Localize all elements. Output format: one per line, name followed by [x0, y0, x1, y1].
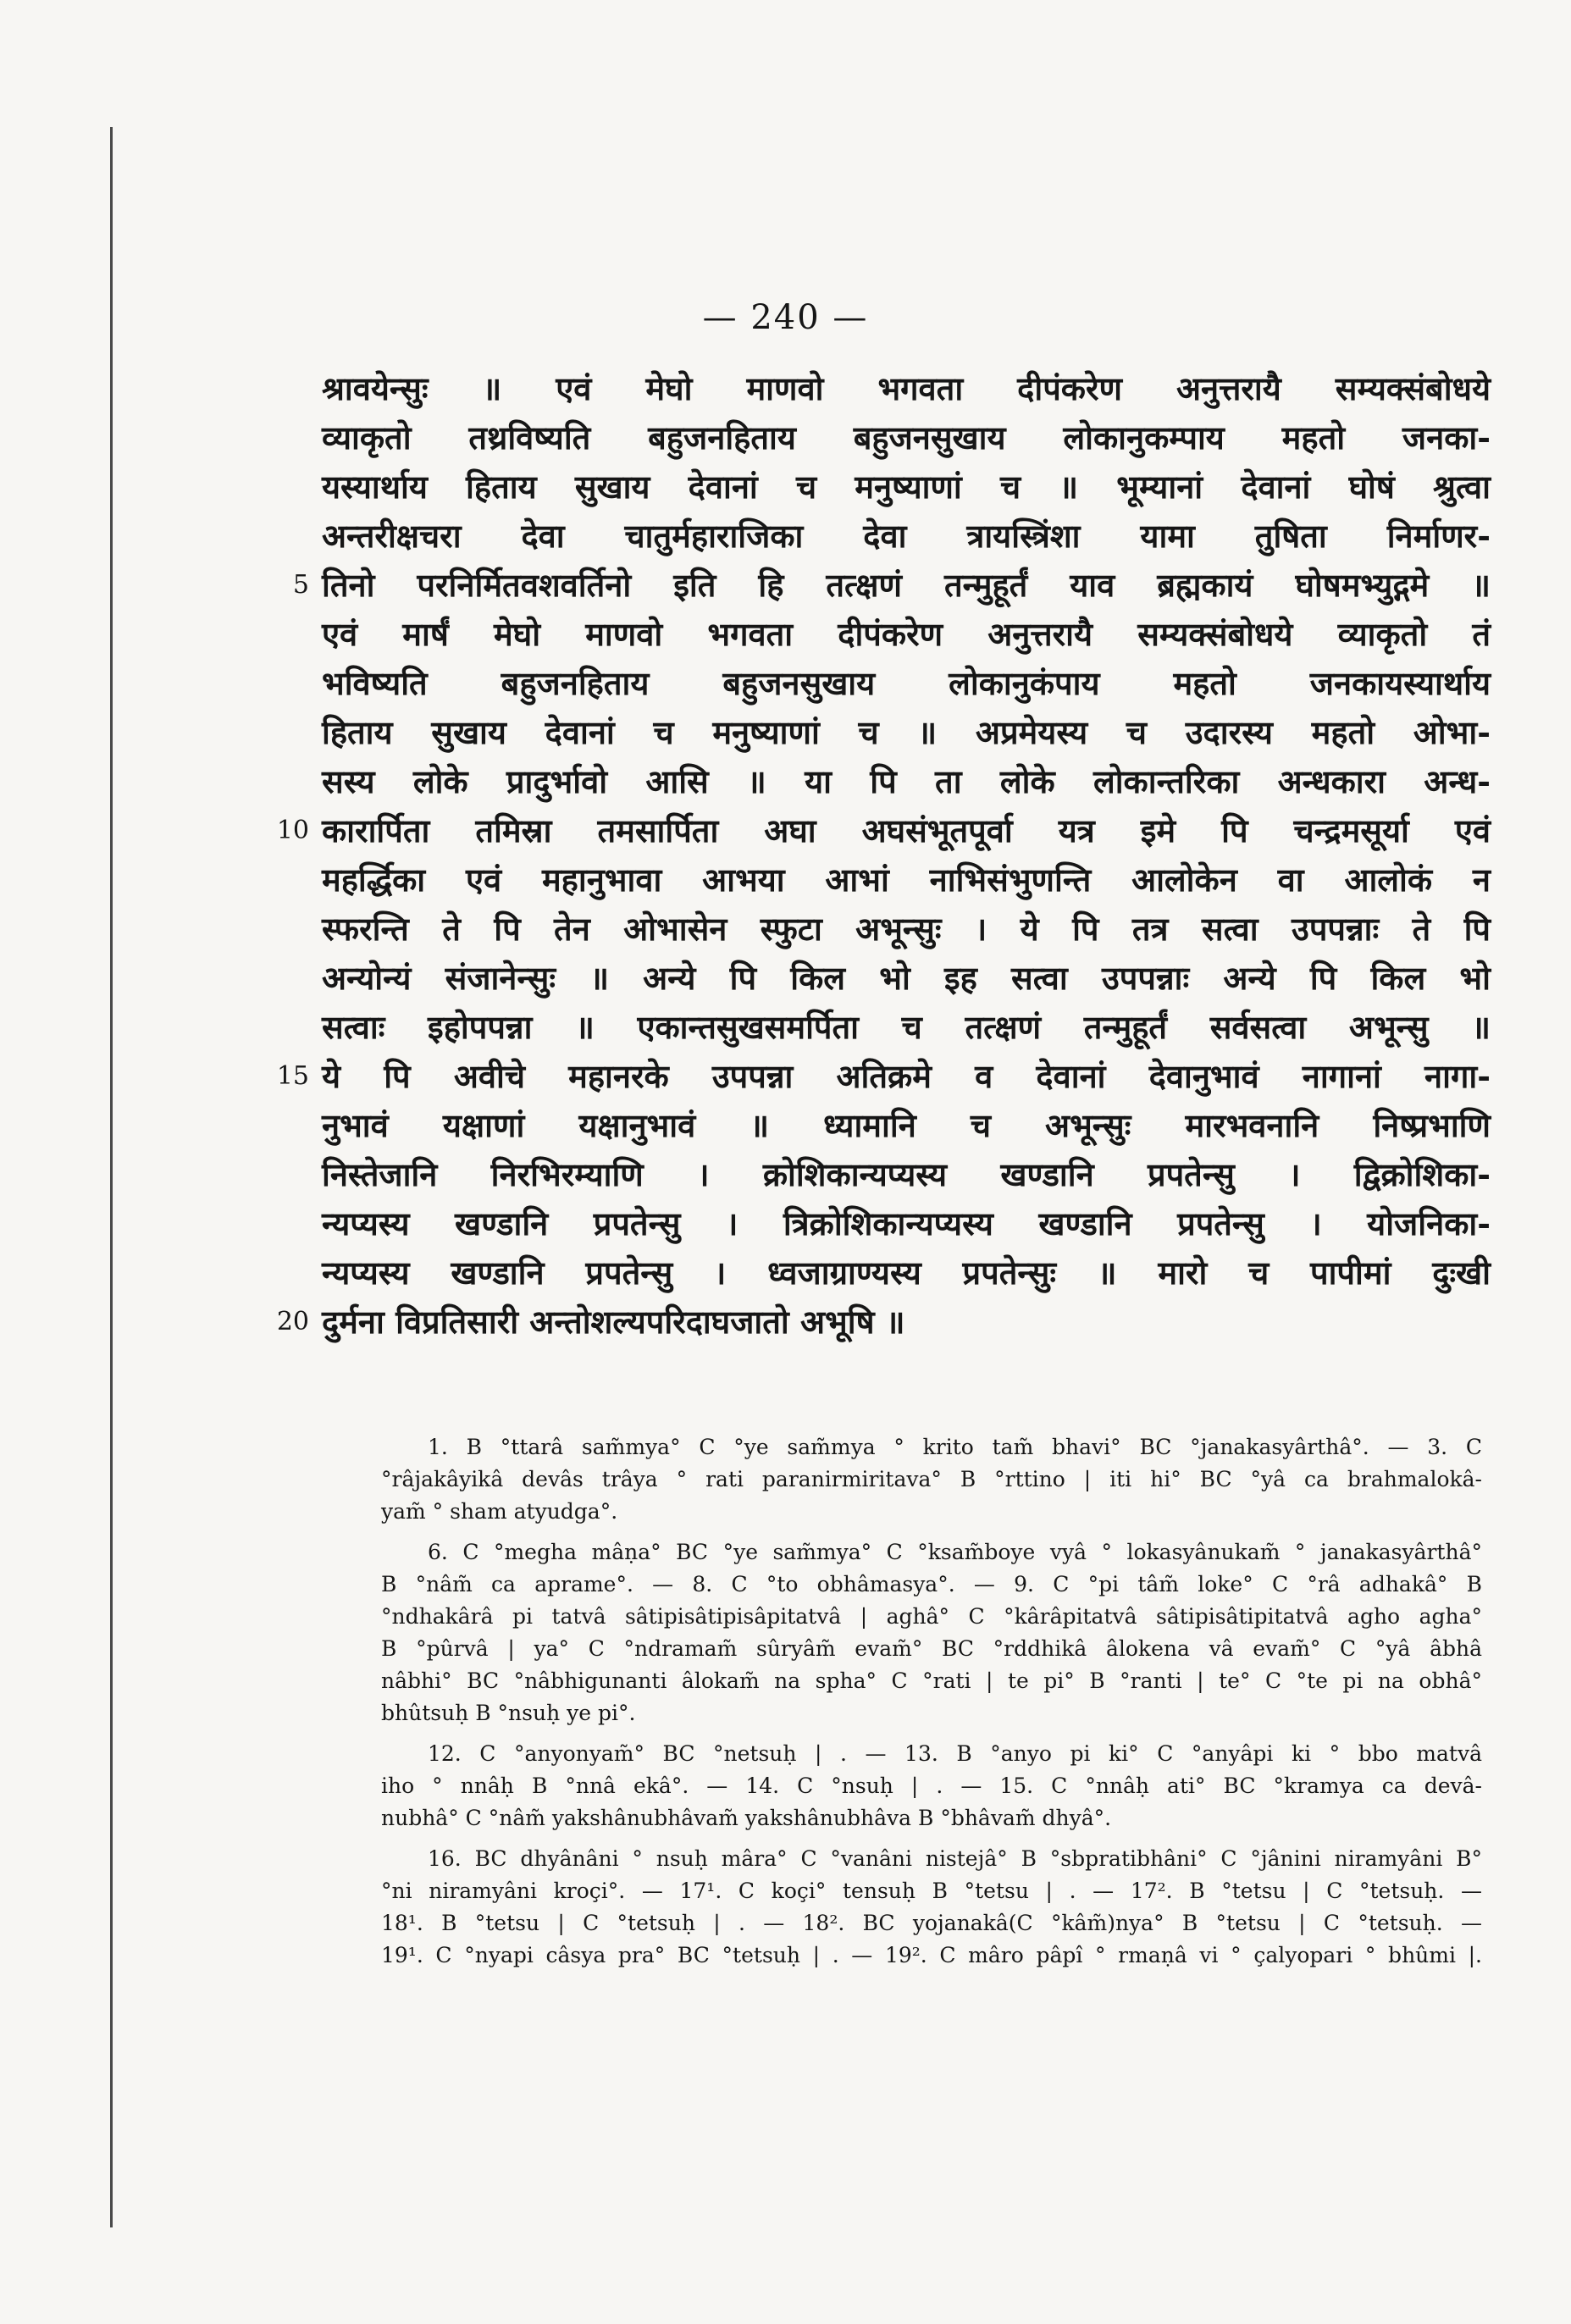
line-text: नुभावं यक्षाणां यक्षानुभावं ॥ ध्यामानि च अभून्सुः मारभवनानि निष्प्रभाणि	[322, 1106, 1491, 1144]
line-text: एवं मार्षं मेघो माणवो भगवता दीपंकरेण अनुत्तरायै सम्यक्संबोधये व्याकृतो तं	[322, 615, 1491, 653]
line-text: अन्योन्यं संजानेन्सुः ॥ अन्ये पि किल भो इह सत्वा उपपन्नाः अन्ये पि किल भो	[322, 959, 1491, 997]
note-line: 19¹. C °nyapi câsya pra° BC °tetsuḥ | . — 19². C mâro pâpî ° rmaṇâ vi ° çalyopari ° bhûmi |.	[381, 1943, 1482, 1967]
note-paragraph	[381, 1431, 1482, 1528]
text-line	[322, 1003, 1491, 1052]
binding-margin-line	[110, 127, 113, 2227]
text-line	[322, 462, 1491, 512]
text-line	[292, 561, 1491, 610]
critical-apparatus-notes	[381, 1431, 1482, 1980]
note-line: B °pûrvâ | ya° C °ndramam̃ sûryâm̃ evam̃° BC °rddhikâ âlokena vâ evam̃° C °yâ âbhâ	[381, 1636, 1482, 1661]
line-text: यस्यार्थाय हिताय सुखाय देवानां च मनुष्याणां च ॥ भूम्यानां देवानां घोषं श्रुत्वा	[322, 468, 1491, 506]
text-line	[276, 806, 1491, 855]
note-line: 12. C °anyonyam̃° BC °netsuḥ | . — 13. B °anyo pi ki° C °anyâpi ki ° bbo matvâ	[428, 1741, 1482, 1766]
page-number: — 240 —	[702, 298, 869, 337]
line-text: स्फरन्ति ते पि तेन ओभासेन स्फुटा अभून्सुः । ये पि तत्र सत्वा उपपन्नाः ते पि	[322, 910, 1491, 948]
line-number: 20	[276, 1307, 309, 1336]
text-line	[322, 954, 1491, 1003]
sanskrit-text-block	[276, 364, 1491, 1347]
line-text: श्रावयेन्सुः ॥ एवं मेघो माणवो भगवता दीपंकरेण अनुत्तरायै सम्यक्संबोधये	[322, 369, 1491, 407]
note-line: nâbhi° BC °nâbhigunanti âlokam̃ na spha° C °rati | te pi° B °ranti | te° C °te pi na obhâ°	[381, 1668, 1482, 1693]
note-line: °ni niramyâni kroçi°. — 17¹. C koçi° tensuḥ B °tetsu | . — 17². B °tetsu | C °tetsuḥ. —	[381, 1879, 1482, 1903]
text-line	[322, 512, 1491, 561]
note-paragraph	[381, 1536, 1482, 1729]
text-line	[322, 1101, 1491, 1150]
text-line	[322, 855, 1491, 905]
line-text: व्याकृतो तथ्रविष्यति बहुजनहिताय बहुजनसुखाय लोकानुकम्पाय महतो जनका-	[322, 418, 1491, 456]
text-line	[322, 610, 1491, 659]
line-text: अन्तरीक्षचरा देवा चातुर्महाराजिका देवा त्रायस्त्रिंशा यामा तुषिता निर्माणर-	[322, 517, 1491, 555]
line-text: न्यप्यस्य खण्डानि प्रपतेन्सु । ध्वजाग्राण्यस्य प्रपतेन्सुः ॥ मारो च पापीमां दुःखी	[322, 1253, 1491, 1292]
line-number: 10	[276, 816, 309, 845]
note-line: B °nâm̃ ca aprame°. — 8. C °to obhâmasya°. — 9. C °pi tâm̃ loke° C °râ adhakâ° B	[381, 1572, 1482, 1596]
note-line: 18¹. B °tetsu | C °tetsuḥ | . — 18². BC yojanakâ(C °kâm̃)nya° B °tetsu | C °tetsuḥ. —	[381, 1911, 1482, 1935]
line-text: निस्तेजानि निरभिरम्याणि । क्रोशिकान्यप्यस्य खण्डानि प्रपतेन्सु । द्विक्रोशिका-	[322, 1155, 1491, 1193]
text-line	[322, 708, 1491, 757]
text-line	[322, 1248, 1491, 1298]
line-text: दुर्मना विप्रतिसारी अन्तोशल्यपरिदाघजातो अभूषि ॥	[322, 1303, 905, 1341]
note-line: yam̃ ° sham atyudga°.	[381, 1499, 618, 1524]
line-text: सत्वाः इहोपपन्ना ॥ एकान्तसुखसमर्पिता च तत्क्षणं तन्मुहूर्तं सर्वसत्वा अभून्सु ॥	[322, 1008, 1491, 1046]
line-text: महर्द्धिका एवं महानुभावा आभया आभां नाभिसंभुणन्ति आलोकेन वा आलोकं न	[322, 860, 1491, 899]
text-line	[322, 757, 1491, 806]
text-line	[322, 1199, 1491, 1248]
line-text: हिताय सुखाय देवानां च मनुष्याणां च ॥ अप्रमेयस्य च उदारस्य महतो ओभा-	[322, 713, 1491, 751]
text-line	[276, 1052, 1491, 1101]
note-line: iho ° nnâḥ B °nnâ ekâ°. — 14. C °nsuḥ | . — 15. C °nnâḥ ati° BC °kramya ca devâ-	[381, 1773, 1482, 1798]
text-line	[322, 413, 1491, 462]
text-line	[322, 659, 1491, 708]
note-line: 1. B °ttarâ sam̃mya° C °ye sam̃mya ° krito tam̃ bhavi° BC °janakasyârthâ°. — 3. C	[428, 1435, 1482, 1459]
text-line	[322, 364, 1491, 413]
note-line: 6. C °megha mâṇa° BC °ye sam̃mya° C °ksam̃boye vyâ ° lokasyânukam̃ ° janakasyârthâ°	[428, 1540, 1482, 1564]
note-line: nubhâ° C °nâm̃ yakshânubhâvam̃ yakshânubhâva B °bhâvam̃ dhyâ°.	[381, 1806, 1112, 1830]
line-text: न्यप्यस्य खण्डानि प्रपतेन्सु । त्रिक्रोशिकान्यप्यस्य खण्डानि प्रपतेन्सु । योजनिका-	[322, 1204, 1491, 1242]
text-line	[276, 1298, 1491, 1347]
note-line: °râjakâyikâ devâs trâya ° rati paranirmiritava° B °rttino | iti hi° BC °yâ ca brahmalokâ-	[381, 1467, 1482, 1491]
text-line	[322, 1150, 1491, 1199]
note-paragraph	[381, 1843, 1482, 1972]
line-text: भविष्यति बहुजनहिताय बहुजनसुखाय लोकानुकंपाय महतो जनकायस्यार्थाय	[322, 664, 1491, 702]
text-line	[322, 905, 1491, 954]
note-line: °ndhakârâ pi tatvâ sâtipisâtipisâpitatvâ | aghâ° C °kârâpitatvâ sâtipisâtipitatvâ agho agha°	[381, 1604, 1482, 1629]
line-text: ये पि अवीचे महानरके उपपन्ना अतिक्रमे व देवानां देवानुभावं नागानां नागा-	[322, 1057, 1491, 1095]
line-number: 15	[276, 1061, 309, 1091]
line-text: कारार्पिता तमिस्रा तमसार्पिता अघा अघसंभूतपूर्वा यत्र इमे पि चन्द्रमसूर्या एवं	[322, 811, 1491, 849]
line-text: तिनो परनिर्मितवशवर्तिनो इति हि तत्क्षणं तन्मुहूर्तं याव ब्रह्मकायं घोषमभ्युद्गमे ॥	[322, 566, 1491, 604]
note-paragraph	[381, 1738, 1482, 1834]
note-line: bhûtsuḥ B °nsuḥ ye pi°.	[381, 1701, 636, 1725]
line-text: सस्य लोके प्रादुर्भावो आसि ॥ या पि ता लोके लोकान्तरिका अन्धकारा अन्ध-	[322, 762, 1491, 800]
note-line: 16. BC dhyânâni ° nsuḥ mâra° C °vanâni nistejâ° B °sbpratibhâni° C °jânini niramyâni B°	[428, 1846, 1482, 1871]
line-number: 5	[292, 570, 309, 600]
